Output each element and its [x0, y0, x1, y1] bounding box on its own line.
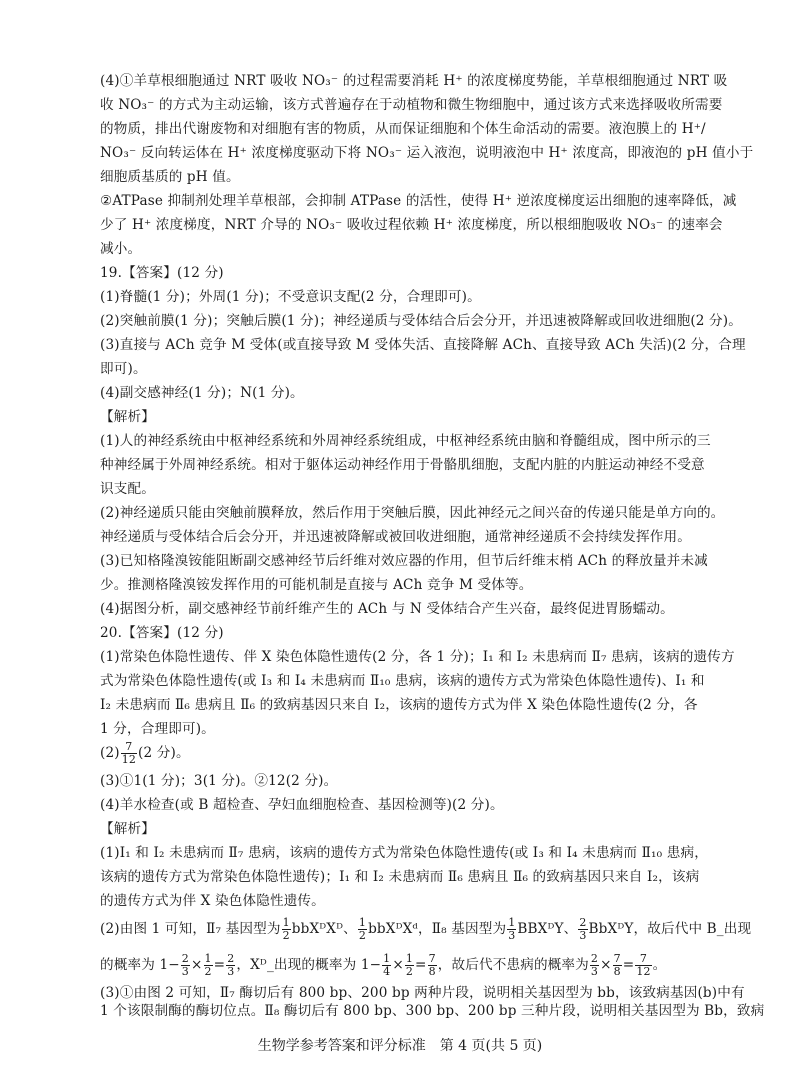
- text-line: 1 个该限制酶的酶切位点。Ⅱ₈ 酶切后有 800 bp、300 bp、200 bp 三种片段，说明相关基因型为 Bb，致病: [100, 1003, 765, 1019]
- page-footer: 生物学参考答案和评分标准 第 4 页(共 5 页): [257, 1038, 543, 1054]
- text-line: (3)直接与 ACh 竞争 M 受体(或直接导致 M 受体失活、直接降解 ACh、直接导致 ACh 失活)(2 分，合理: [100, 337, 746, 353]
- text-line: (2)突触前膜(1 分)；突触后膜(1 分)；神经递质与受体结合后会分开，并迅速被降解或回收进细胞(2 分)。: [100, 313, 742, 329]
- text-line: ②ATPase 抑制剂处理羊草根部，会抑制 ATPase 的活性，使得 H⁺ 逆浓度梯度运出细胞的速率降低，减: [100, 193, 737, 209]
- text-line: 的遗传方式为伴 X 染色体隐性遗传。: [100, 893, 325, 909]
- text-line: 种神经属于外周神经系统。相对于躯体运动神经作用于骨骼肌细胞，支配内脏的内脏运动神经不受意: [100, 457, 705, 473]
- formula-line: (2)由图 1 可知，Ⅱ₇ 基因型为 $\frac{1}{2}$ bbXᴰXᴰ、 $\frac{1}{2}$ bbXᴰXᵈ，Ⅱ₈ 基因型为 $\frac{1}{3}$ BBXᴰY、 $\frac{2}{3}$ BbXᴰY，故后代中 B_出现: [100, 916, 752, 942]
- answer-fraction-line: [100, 738, 700, 768]
- text-line: 少。推测格隆溴铵发挥作用的可能机制是直接与 ACh 竞争 M 受体等。: [100, 577, 533, 593]
- text-line: Ⅰ₂ 未患病而 Ⅱ₆ 患病且 Ⅱ₆ 的致病基因只来自 Ⅰ₂，该病的遗传方式为伴 X 染色体隐性遗传(2 分，各: [100, 697, 698, 713]
- text-line: 少了 H⁺ 浓度梯度，NRT 介导的 NO₃⁻ 吸收过程依赖 H⁺ 浓度梯度，所以根细胞吸收 NO₃⁻ 的速率会: [100, 217, 723, 233]
- text-span: (2): [100, 745, 120, 761]
- text-line: (4)据图分析，副交感神经节前纤维产生的 ACh 与 N 受体结合产生兴奋，最终促进胃肠蠕动。: [100, 601, 674, 617]
- text-line: 1 分，合理即可)。: [100, 721, 215, 737]
- text-line: (1)常染色体隐性遗传、伴 X 染色体隐性遗传(2 分，各 1 分)；Ⅰ₁ 和 Ⅰ₂ 未患病而 Ⅱ₇ 患病，该病的遗传方: [100, 649, 735, 665]
- text-line: (2)神经递质只能由突触前膜释放，然后作用于突触后膜，因此神经元之间兴奋的传递只能是单方向的。: [100, 505, 725, 521]
- analysis-heading: 【解析】: [100, 409, 155, 425]
- text-line: 细胞质基质的 pH 值。: [100, 169, 240, 185]
- text-line: (3)①1(1 分)；3(1 分)。②12(2 分)。: [100, 773, 338, 789]
- text-line: 识支配。: [100, 481, 155, 497]
- text-line: (1)Ⅰ₁ 和 Ⅰ₂ 未患病而 Ⅱ₇ 患病，该病的遗传方式为常染色体隐性遗传(或 Ⅰ₃ 和 Ⅰ₄ 未患病而 Ⅱ₁₀ 患病，: [100, 845, 708, 861]
- text-line: (4)羊水检查(或 B 超检查、孕妇血细胞检查、基因检测等)(2 分)。: [100, 797, 504, 813]
- text-line: (1)人的神经系统由中枢神经系统和外周神经系统组成，中枢神经系统由脑和脊髓组成，图中所示的三: [100, 433, 711, 449]
- analysis-heading: 【解析】: [100, 821, 155, 837]
- fraction: $\frac{7}{12}$: [121, 740, 137, 766]
- text-line: (4)①羊草根细胞通过 NRT 吸收 NO₃⁻ 的过程需要消耗 H⁺ 的浓度梯度势能，羊草根细胞通过 NRT 吸: [100, 73, 728, 89]
- text-line: 式为常染色体隐性遗传(或 Ⅰ₃ 和 Ⅰ₄ 未患病而 Ⅱ₁₀ 患病，该病的遗传方式为常染色体隐性遗传)、Ⅰ₁ 和: [100, 673, 705, 689]
- text-line: (3)①由图 2 可知，Ⅱ₇ 酶切后有 800 bp、200 bp 两种片段，说明相关基因型为 bb，该致病基因(b)中有: [100, 985, 745, 1001]
- formula-line: 的概率为 1− $\frac{2}{3}$ × $\frac{1}{2}$ = $\frac{2}{3}$ ，Xᴰ_出现的概率为 1− $\frac{1}{4}$ × $\frac{1}{2}$ = $\frac{7}{8}$ ，故后代不患病的概率为 $\frac{2}{3}$ × $\frac{7}{8}$ = $\frac{7}{12}$ 。: [100, 952, 667, 978]
- text-line: 减小。: [100, 241, 142, 257]
- text-line: (4)副交感神经(1 分)；N(1 分)。: [100, 385, 304, 401]
- text-line: (3)已知格隆溴铵能阻断副交感神经节后纤维对效应器的作用，但节后纤维末梢 ACh 的释放量并未减: [100, 553, 708, 569]
- text-line: 该病的遗传方式为常染色体隐性遗传)；Ⅰ₁ 和 Ⅰ₂ 未患病而 Ⅱ₆ 患病且 Ⅱ₆ 的致病基因只来自 Ⅰ₂，该病: [100, 869, 700, 885]
- text-line: 神经递质与受体结合后会分开，并迅速被降解或被回收进细胞，通常神经递质不会持续发挥作用。: [100, 529, 691, 545]
- text-line: 即可)。: [100, 361, 147, 377]
- text-line: (1)脊髓(1 分)；外周(1 分)；不受意识支配(2 分，合理即可)。: [100, 289, 481, 305]
- question-19-heading: 19.【答案】(12 分): [100, 265, 224, 281]
- question-20-heading: 20.【答案】(12 分): [100, 625, 224, 641]
- text-line: NO₃⁻ 反向转运体在 H⁺ 浓度梯度驱动下将 NO₃⁻ 运入液泡，说明液泡中 H⁺ 浓度高，即液泡的 pH 值小于: [100, 145, 754, 161]
- text-line: 的物质，排出代谢废物和对细胞有害的物质，从而保证细胞和个体生命活动的需要。液泡膜上的 H⁺/: [100, 121, 706, 137]
- text-line: 收 NO₃⁻ 的方式为主动运输，该方式普遍存在于动植物和微生物细胞中，通过该方式来选择吸收所需要: [100, 97, 723, 113]
- text-span: (2 分)。: [138, 745, 190, 761]
